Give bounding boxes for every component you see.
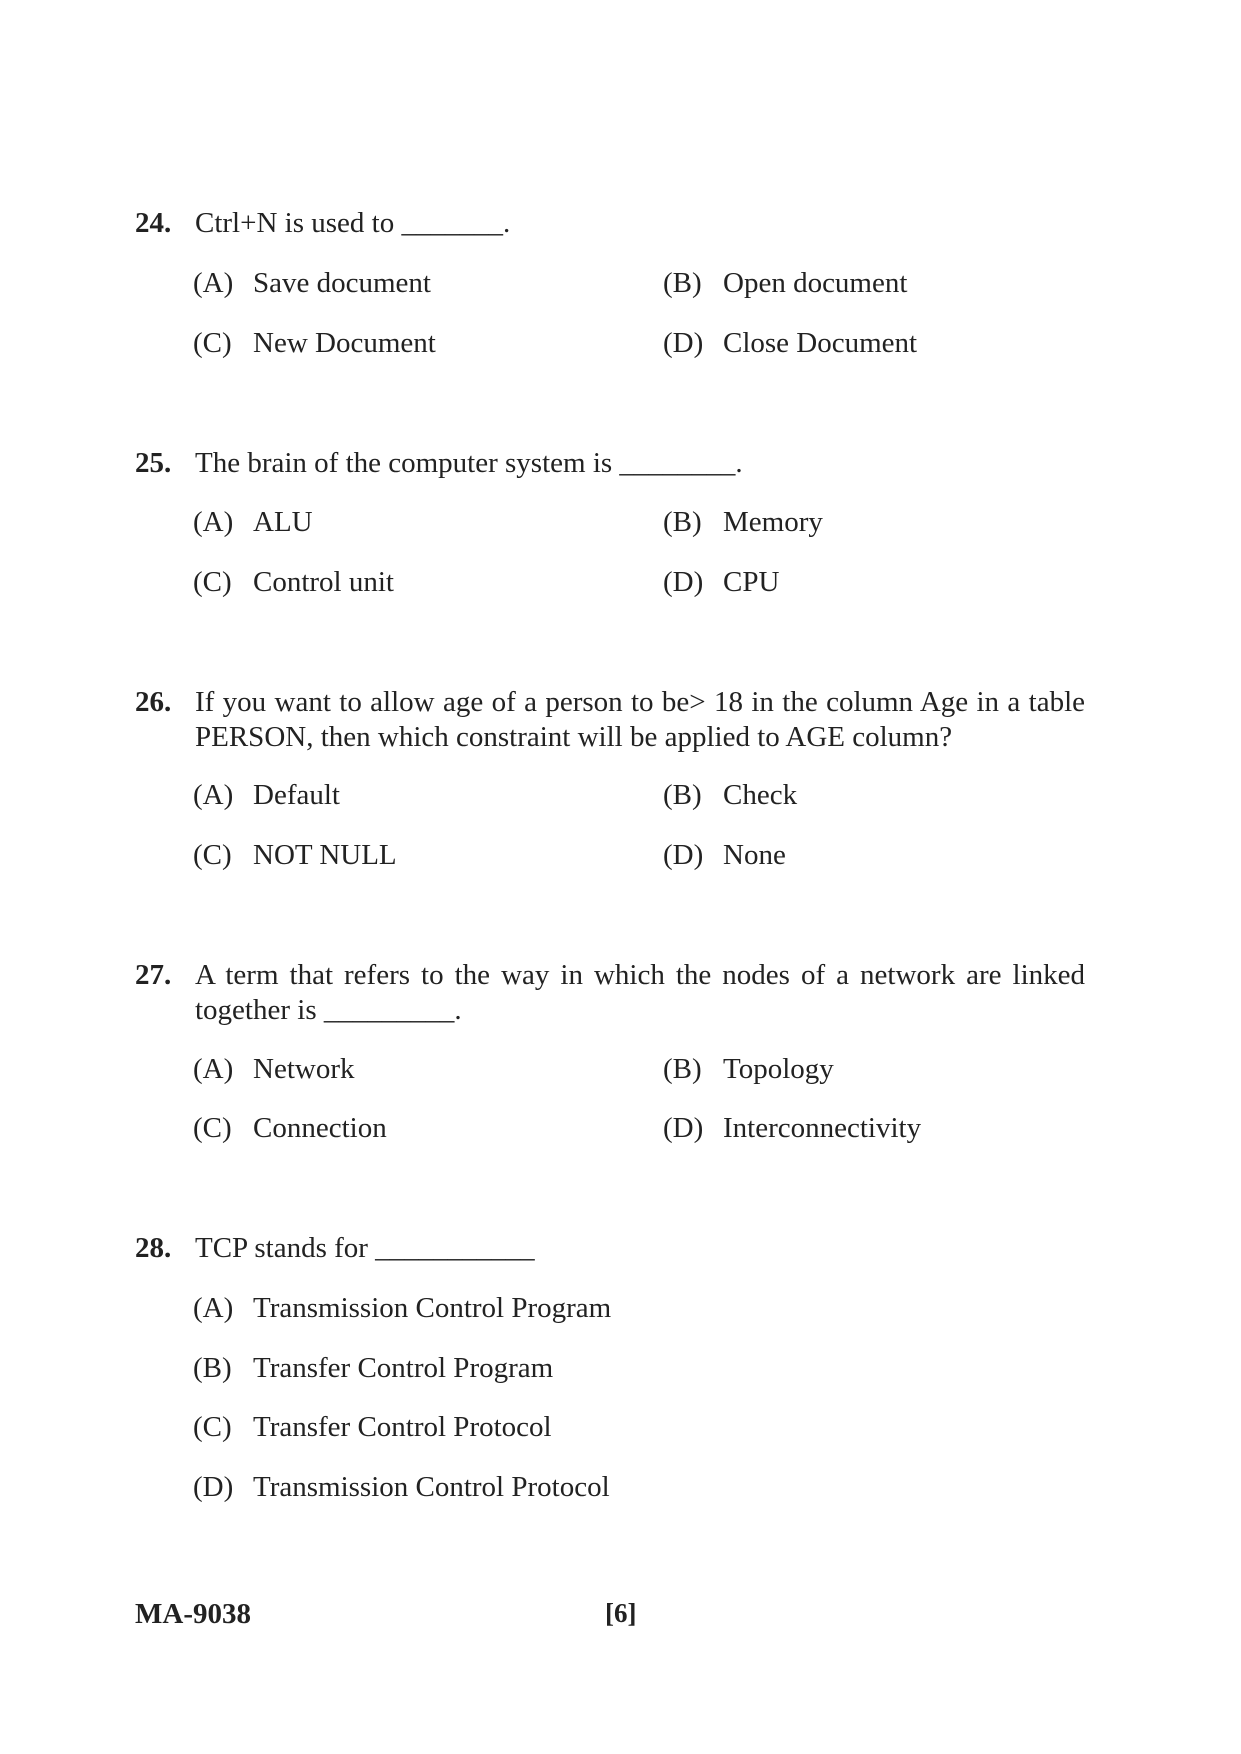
option-text: Transmission Control Program: [253, 1292, 612, 1324]
option-text: Topology: [723, 1053, 834, 1085]
option-d[interactable]: [663, 1111, 921, 1146]
option-label: (A): [193, 1053, 234, 1085]
question-text: If you want to allow age of a person to be> 18 in the column Age in a table PERSON, then which constraint will be applied to AGE column?: [195, 686, 1085, 753]
option-c[interactable]: [193, 838, 397, 873]
option-label: (B): [663, 779, 702, 811]
option-b[interactable]: [663, 1052, 834, 1087]
question-number: 27.: [135, 959, 172, 991]
option-c[interactable]: [193, 326, 436, 361]
option-text: Open document: [723, 267, 908, 299]
option-d[interactable]: [663, 565, 779, 600]
option-text: Default: [253, 779, 340, 811]
option-label: (A): [193, 779, 234, 811]
option-label: (D): [193, 1471, 234, 1503]
question-number: 25.: [135, 447, 172, 479]
option-b[interactable]: [193, 1351, 553, 1386]
option-label: (A): [193, 1292, 234, 1324]
option-label: (D): [663, 839, 704, 871]
option-c[interactable]: [193, 565, 394, 600]
question-28: [135, 1231, 1085, 1266]
option-d[interactable]: [193, 1470, 610, 1505]
question-text: TCP stands for ___________: [195, 1232, 535, 1264]
option-text: NOT NULL: [253, 839, 397, 871]
question-27: [135, 958, 1085, 1028]
option-label: (B): [663, 1053, 702, 1085]
option-text: Connection: [253, 1112, 387, 1144]
question-24: [135, 206, 1085, 241]
option-text: New Document: [253, 327, 436, 359]
option-text: Check: [723, 779, 798, 811]
option-label: (C): [193, 1411, 232, 1443]
option-d[interactable]: [663, 326, 917, 361]
option-text: Transmission Control Protocol: [253, 1471, 610, 1503]
option-label: (D): [663, 327, 704, 359]
option-c[interactable]: [193, 1111, 387, 1146]
option-b[interactable]: [663, 505, 823, 540]
option-label: (C): [193, 327, 232, 359]
question-26: [135, 685, 1085, 755]
option-text: Transfer Control Program: [253, 1352, 554, 1384]
question-text: Ctrl+N is used to _______.: [195, 207, 511, 239]
option-label: (D): [663, 566, 704, 598]
option-text: ALU: [253, 506, 313, 538]
option-text: Save document: [253, 267, 431, 299]
question-number: 28.: [135, 1232, 172, 1264]
option-label: (B): [663, 267, 702, 299]
option-label: (B): [663, 506, 702, 538]
option-label: (B): [193, 1352, 232, 1384]
option-c[interactable]: [193, 1410, 552, 1445]
option-a[interactable]: [193, 266, 431, 301]
page-number: [6]: [605, 1598, 637, 1628]
option-label: (C): [193, 566, 232, 598]
option-b[interactable]: [663, 266, 907, 301]
option-label: (D): [663, 1112, 704, 1144]
option-text: None: [723, 839, 786, 871]
option-a[interactable]: [193, 778, 340, 813]
option-label: (A): [193, 506, 234, 538]
option-text: Transfer Control Protocol: [253, 1411, 552, 1443]
option-a[interactable]: [193, 1291, 611, 1326]
paper-code: MA-9038: [135, 1598, 251, 1630]
option-text: Memory: [723, 506, 823, 538]
option-text: CPU: [723, 566, 780, 598]
option-text: Network: [253, 1053, 355, 1085]
option-label: (C): [193, 1112, 232, 1144]
option-label: (C): [193, 839, 232, 871]
option-text: Close Document: [723, 327, 918, 359]
option-a[interactable]: [193, 1052, 354, 1087]
option-b[interactable]: [663, 778, 797, 813]
option-text: Interconnectivity: [723, 1112, 922, 1144]
question-text: A term that refers to the way in which the nodes of a network are linked together is _________.: [195, 959, 1085, 1026]
question-25: [135, 446, 1085, 481]
option-a[interactable]: [193, 505, 313, 540]
option-d[interactable]: [663, 838, 786, 873]
question-text: The brain of the computer system is ________.: [195, 447, 743, 479]
option-label: (A): [193, 267, 234, 299]
option-text: Control unit: [253, 566, 394, 598]
question-number: 26.: [135, 686, 172, 718]
question-number: 24.: [135, 207, 172, 239]
